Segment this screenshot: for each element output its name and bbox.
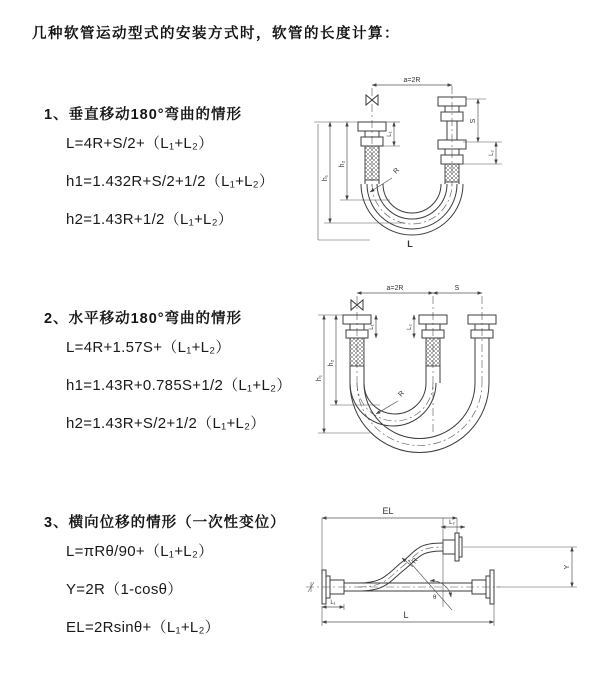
dimension-h1-label: h₁ <box>316 374 323 382</box>
dimension-s-label: S <box>454 285 460 292</box>
page-title: 几种软管运动型式的安装方式时，软管的长度计算： <box>32 26 400 42</box>
hose-u-bend-arcs <box>350 383 489 453</box>
dimension-l1 <box>369 315 376 338</box>
formula-h1: h1=1.43R+0.785S+1/2（L₁+L₂） <box>66 377 292 394</box>
horizontal-180-bend-drawing <box>310 283 595 453</box>
dimension-l2 <box>407 315 414 338</box>
radius-label: R <box>392 166 401 176</box>
section-horizontal-180-bend <box>44 310 324 450</box>
dimension-h2-label: h₂ <box>328 359 335 367</box>
braided-hose-section <box>426 338 440 366</box>
dimension-l2-label: L₂ <box>449 520 455 526</box>
section-vertical-180-bend <box>44 106 324 246</box>
hose-u-bend-arcs <box>361 184 463 235</box>
valve-icon <box>366 95 378 105</box>
formula-el: EL=2Rsinθ+（L₁+L₂） <box>66 619 220 636</box>
dimension-s <box>463 99 502 142</box>
formula-y: Y=2R（1-cosθ） <box>66 581 183 598</box>
dimension-el-label: EL <box>382 506 394 516</box>
section-lateral-displacement <box>44 514 324 654</box>
horizontal-180-bend-diagram <box>310 283 595 453</box>
dimension-el <box>322 506 457 570</box>
lateral-displacement-drawing <box>300 500 595 650</box>
braided-hose-section <box>445 164 459 182</box>
dimension-a2r-label: a=2R <box>403 77 421 84</box>
radius-label: R <box>397 389 406 399</box>
section-2-heading: 2、水平移动180°弯曲的情形 <box>44 311 243 327</box>
dimension-h1 <box>316 315 370 433</box>
formula-h2: h2=1.43R+S/2+1/2（L₁+L₂） <box>66 415 266 432</box>
theta-label: θ <box>433 595 437 601</box>
dimension-h1-label: h₁ <box>322 174 329 182</box>
dimension-s <box>433 285 482 293</box>
dimension-a2r <box>372 77 452 85</box>
radius-label: R <box>410 556 420 566</box>
hose-displaced-s-curve <box>344 543 443 591</box>
dimension-a2r <box>357 285 433 293</box>
dimension-l1-label: L₁ <box>330 600 336 606</box>
dimension-y <box>463 547 577 587</box>
dimension-y-label: Y <box>564 564 571 570</box>
dimension-s-label: S <box>470 118 477 124</box>
dimension-a2r-label: a=2R <box>386 285 404 292</box>
section-1-heading: 1、垂直移动180°弯曲的情形 <box>44 107 243 123</box>
section-3-formulas <box>66 540 324 639</box>
dimension-l1-label: L₁ <box>387 131 393 137</box>
length-label: L <box>407 239 413 249</box>
formula-length: L=πRθ/90+（L₁+L₂） <box>66 543 214 560</box>
dimension-l1-label: L₁ <box>369 324 375 330</box>
braided-hose-section <box>350 338 364 366</box>
section-3-heading: 3、横向位移的情形（一次性变位） <box>44 515 286 531</box>
lateral-displacement-diagram <box>300 500 595 650</box>
dimension-l1 <box>322 600 344 610</box>
dimension-length <box>322 604 494 626</box>
dimension-h2-label: h₂ <box>339 160 346 168</box>
section-2-formulas <box>66 336 324 435</box>
left-pipe-fitting <box>358 122 386 184</box>
dimension-length-label: L <box>403 610 409 620</box>
upper-flange-displaced <box>443 533 462 561</box>
formula-length: L=4R+S/2+（L₁+L₂） <box>66 135 214 152</box>
section-1-formulas <box>66 132 324 231</box>
dimension-l2 <box>441 520 465 527</box>
vertical-180-bend-drawing <box>310 72 590 257</box>
dimension-l2-label: L₂ <box>489 150 495 156</box>
braided-hose-section <box>365 146 379 180</box>
formula-h2: h2=1.43R+1/2（L₁+L₂） <box>66 211 234 228</box>
right-pipe-fitting <box>438 97 466 184</box>
formula-length: L=4R+1.57S+（L₁+L₂） <box>66 339 231 356</box>
dimension-l2-label: L₂ <box>407 324 413 330</box>
vertical-180-bend-diagram <box>310 72 590 257</box>
formula-h1: h1=1.432R+S/2+1/2（L₁+L₂） <box>66 173 275 190</box>
